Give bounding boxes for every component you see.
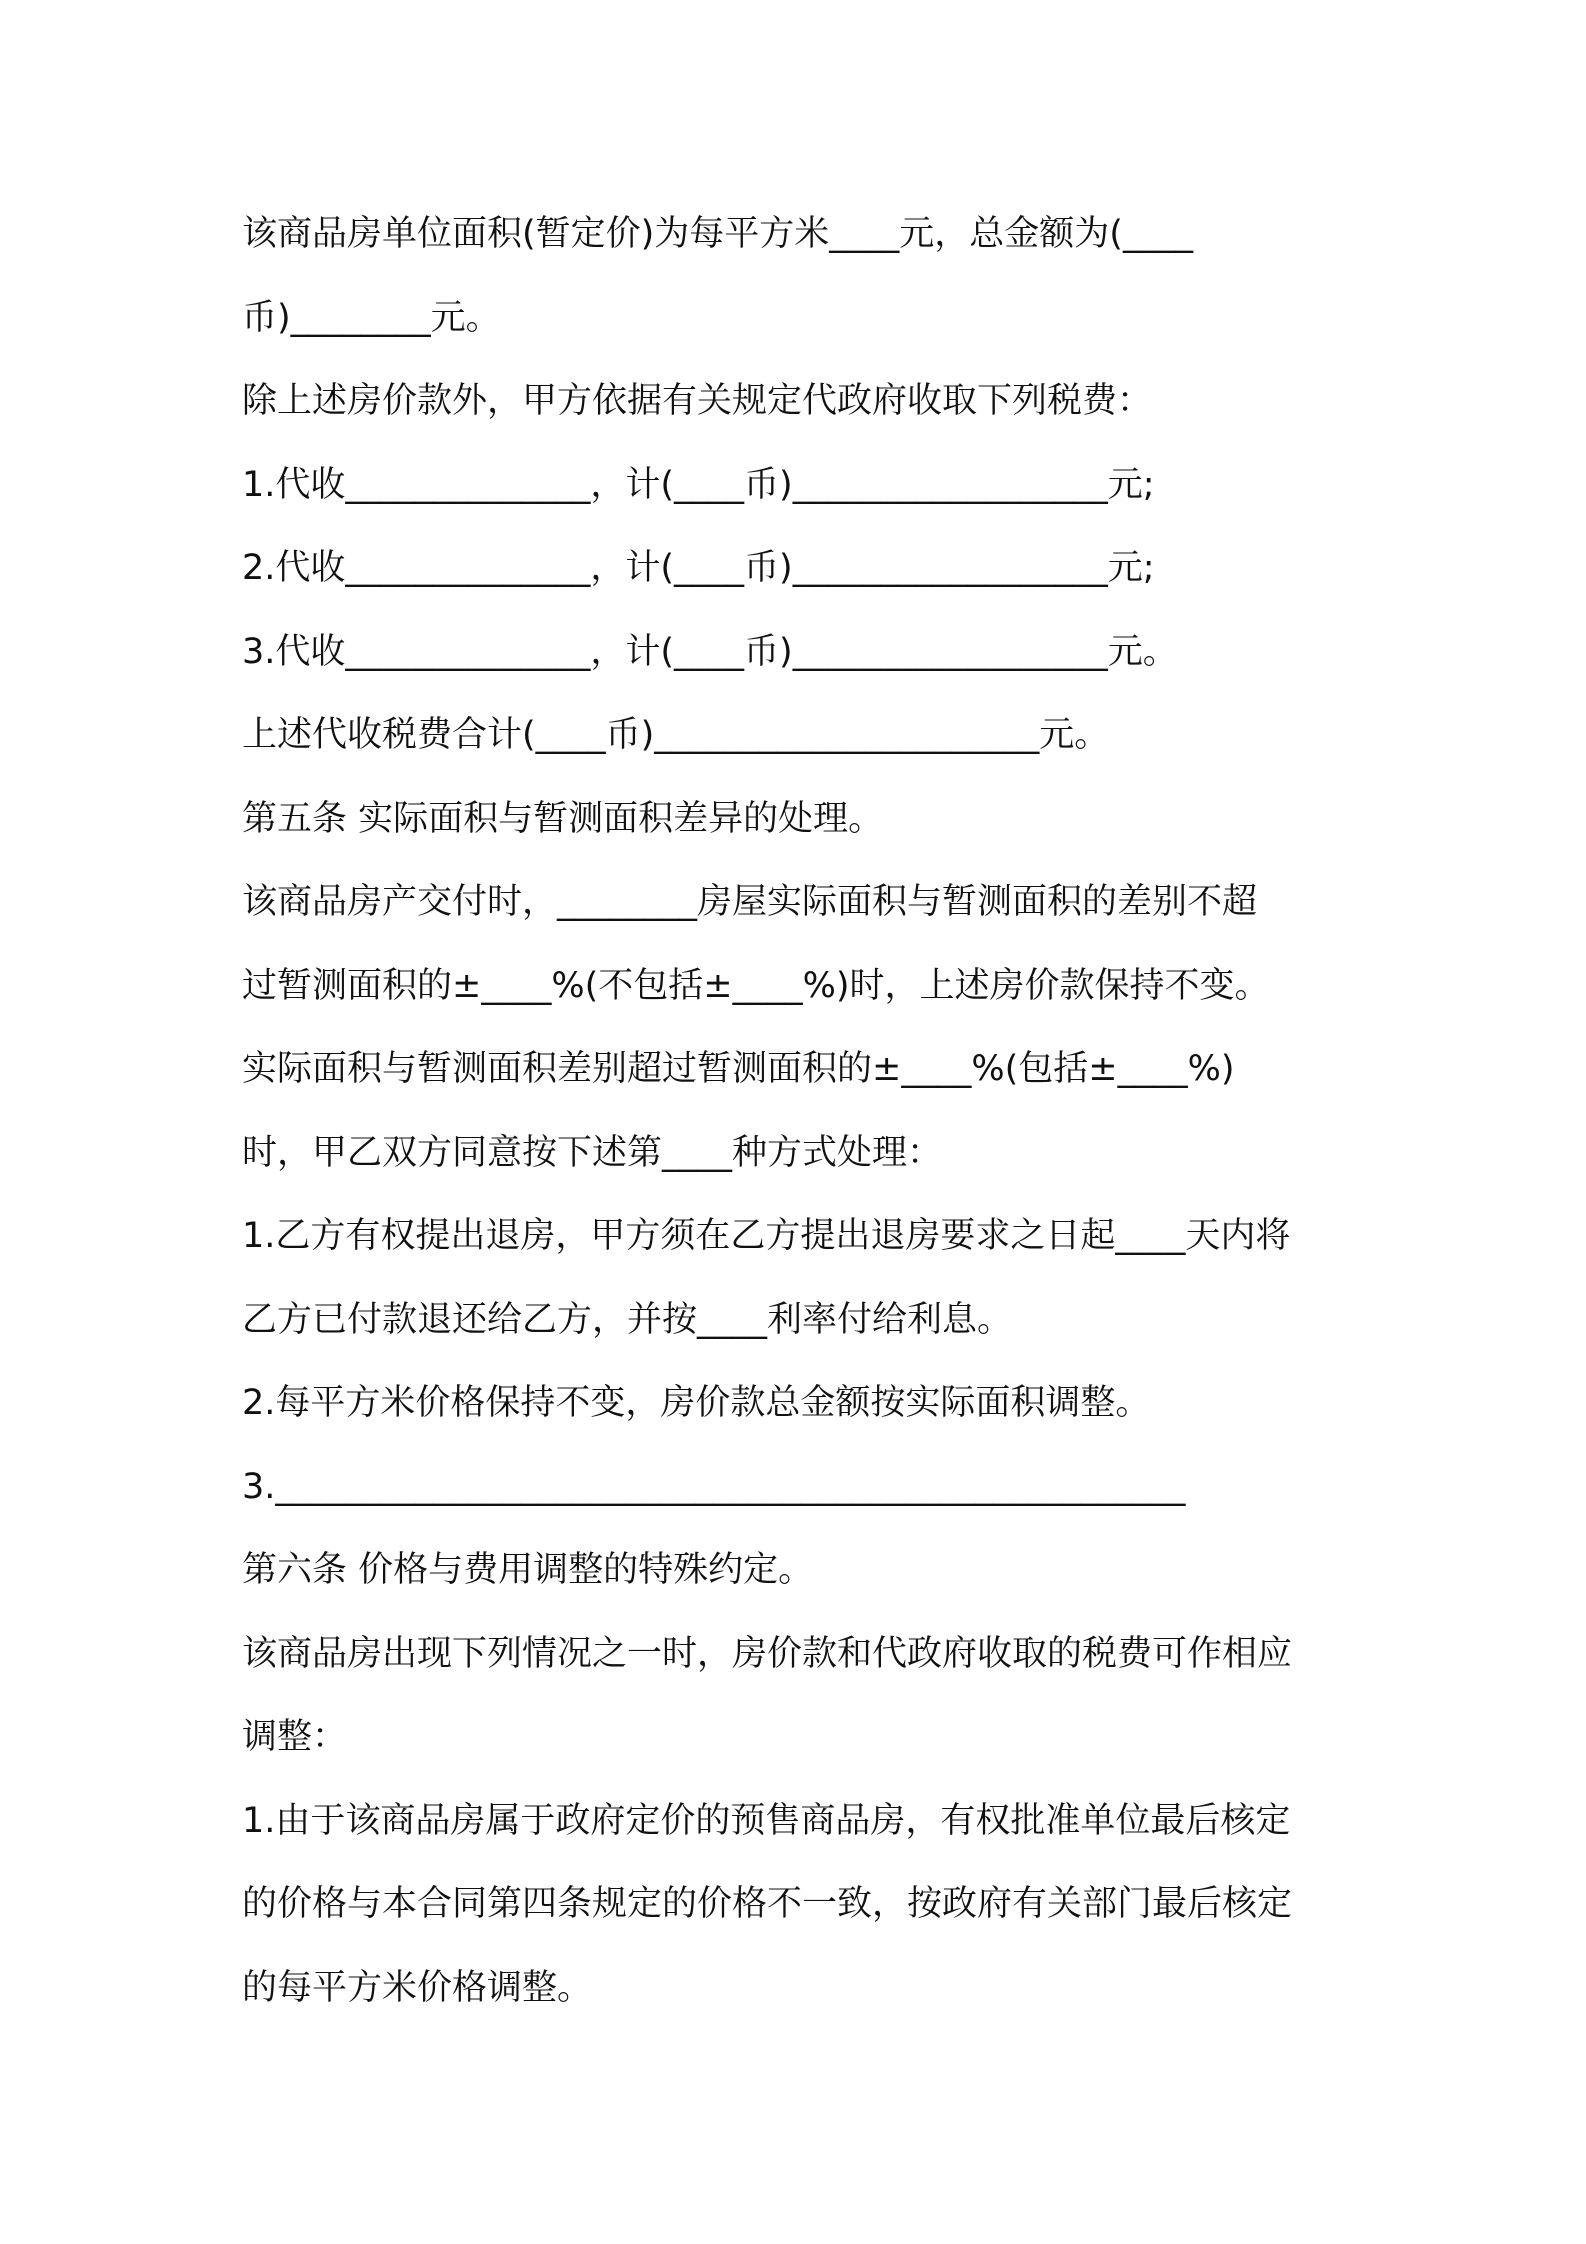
article-5-option-1: 乙方已付款退还给乙方，并按____利率付给利息。 [242, 1299, 1013, 1340]
article-6-paragraph: 调整： [242, 1717, 348, 1757]
article-6-paragraph: 该商品房出现下列情况之一时，房价款和代政府收取的税费可作相应 [242, 1633, 1293, 1674]
price-clause-line: 币)________元。 [242, 297, 501, 338]
article-5-option-2: 2.每平方米价格保持不变，房价款总金额按实际面积调整。 [242, 1383, 1151, 1423]
article-5-option-1: 1.乙方有权提出退房，甲方须在乙方提出退房要求之日起____天内将 [242, 1216, 1291, 1256]
article-5-paragraph: 该商品房产交付时，________房屋实际面积与暂测面积的差别不超 [242, 882, 1258, 922]
article-6-heading: 第六条 价格与费用调整的特殊约定。 [242, 1550, 814, 1590]
price-clause-line: 该商品房单位面积(暂定价)为每平方米____元，总金额为(____ [242, 214, 1193, 254]
tax-total-line: 上述代收税费合计(____币)______________________元。 [242, 715, 1110, 755]
article-6-item-1: 的每平方米价格调整。 [242, 1967, 593, 2008]
article-5-heading: 第五条 实际面积与暂测面积差异的处理。 [242, 798, 884, 839]
document-body [242, 200, 1362, 2037]
article-5-paragraph: 时，甲乙双方同意按下述第____种方式处理： [242, 1132, 943, 1173]
article-5-paragraph: 过暂测面积的±____%(不包括±____%)时，上述房价款保持不变。 [242, 965, 1270, 1006]
tax-item-2: 2.代收______________，计(____币)__________________元; [242, 548, 1155, 588]
article-6-item-1: 的价格与本合同第四条规定的价格不一致，按政府有关部门最后核定 [242, 1884, 1293, 1924]
article-5-option-3: 3.____________________________________________________ [242, 1466, 1186, 1507]
article-6-item-1: 1.由于该商品房属于政府定价的预售商品房，有权批准单位最后核定 [242, 1800, 1291, 1841]
tax-item-3: 3.代收______________，计(____币)__________________元。 [242, 631, 1178, 672]
tax-item-1: 1.代收______________，计(____币)__________________元; [242, 464, 1155, 505]
article-5-paragraph: 实际面积与暂测面积差别超过暂测面积的±____%(包括±____%) [242, 1049, 1235, 1089]
tax-intro-line: 除上述房价款外，甲方依据有关规定代政府收取下列税费： [242, 381, 1153, 421]
